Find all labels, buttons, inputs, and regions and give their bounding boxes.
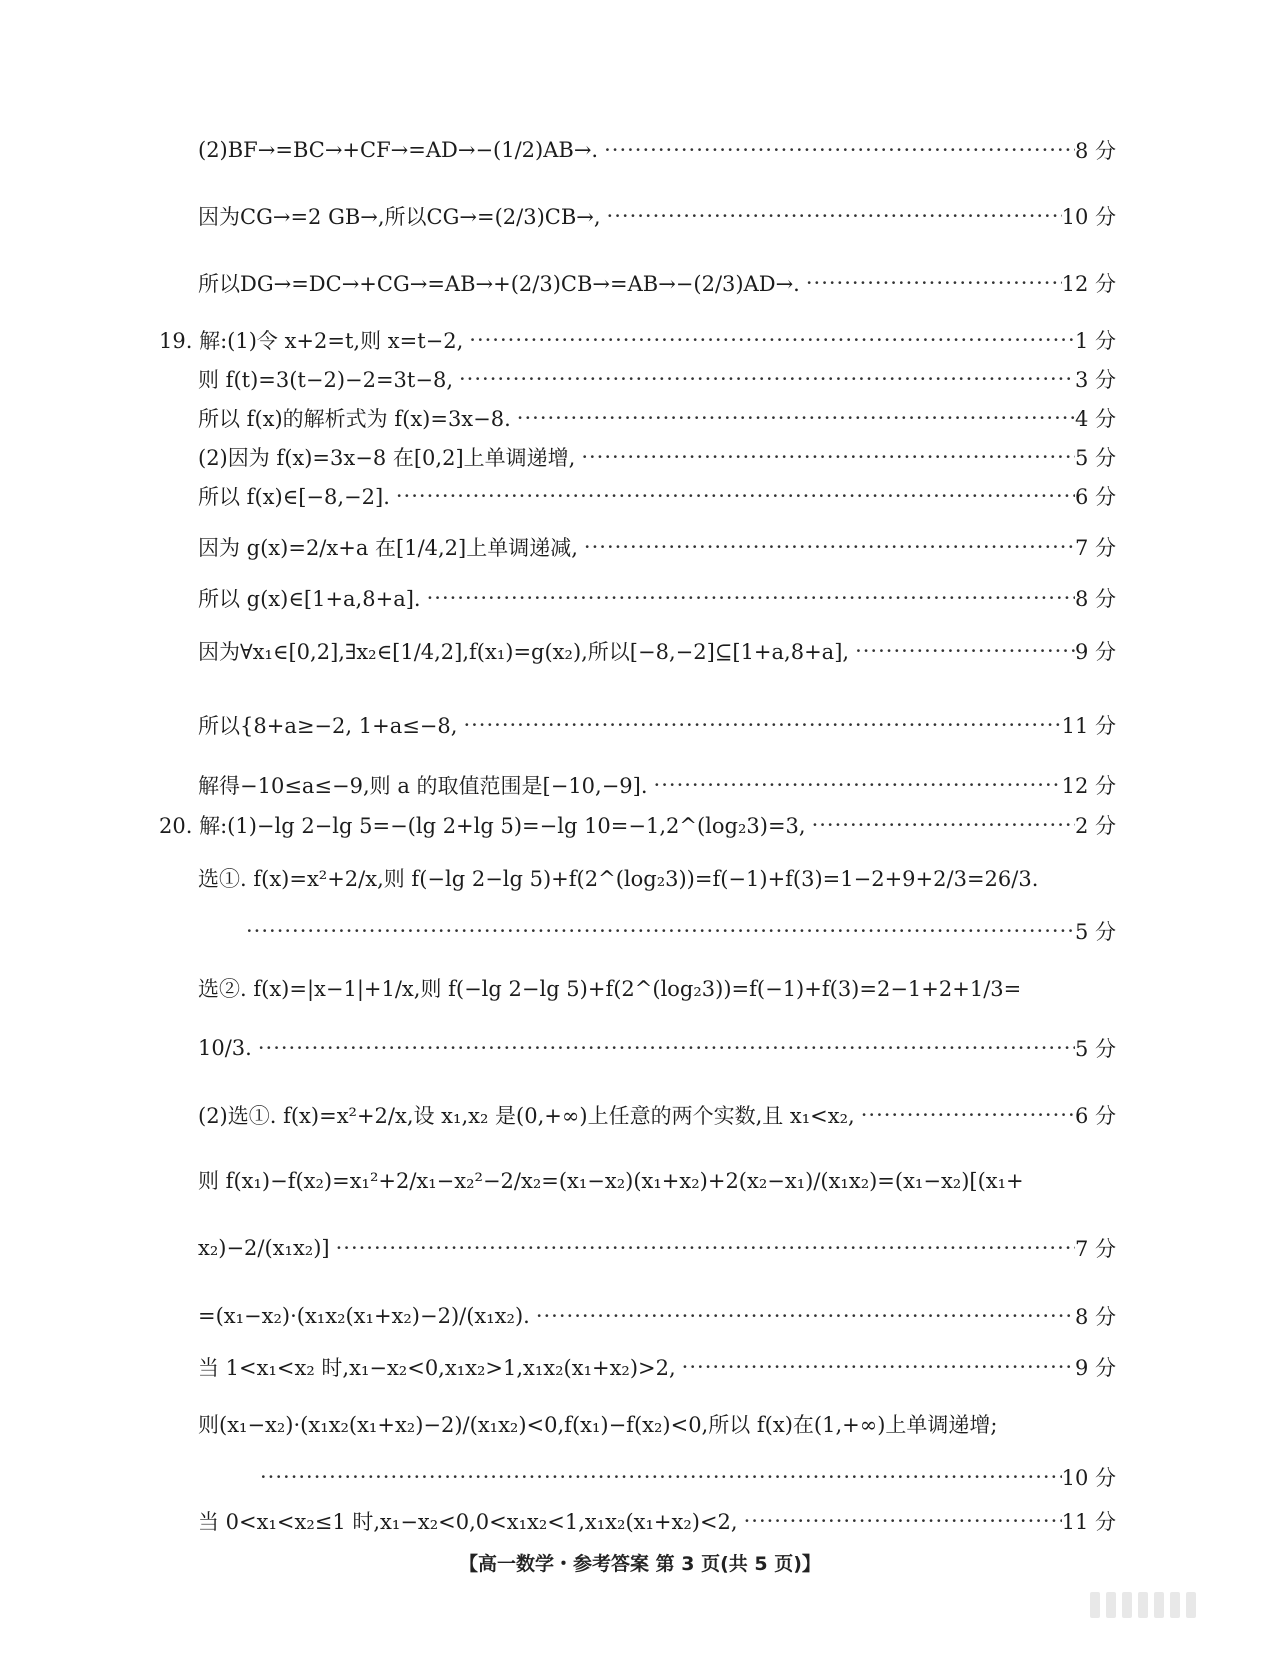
line-score: 11 分 — [1061, 714, 1116, 738]
line-expression: (2)BF→=BC→+CF→=AD→−(1/2)AB→. — [198, 138, 599, 162]
answer-line — [198, 1028, 1116, 1068]
dot-leader — [330, 1236, 1075, 1260]
line-expression: x₂)−2/(x₁x₂)] — [198, 1236, 330, 1260]
line-expression: 所以 f(x)的解析式为 f(x)=3x−8. — [198, 407, 511, 431]
dot-leader — [390, 484, 1075, 508]
dot-leader — [453, 367, 1075, 391]
answer-line — [198, 196, 1116, 236]
answer-line — [198, 1404, 1116, 1444]
line-score: 8 分 — [1074, 587, 1116, 611]
dot-leader — [676, 1355, 1075, 1379]
answer-line — [198, 130, 1116, 170]
line-expression: 因为CG→=2 GB→,所以CG→=(2/3)CB→, — [198, 205, 601, 229]
line-expression: 则(x₁−x₂)·(x₁x₂(x₁+x₂)−2)/(x₁x₂)<0,f(x₁)−f(x₂)<0,所以 f(x)在(1,+∞)上单调递增; — [198, 1413, 998, 1437]
line-expression: 所以{8+a≥−2, 1+a≤−8, — [198, 714, 458, 738]
page-footer: 【高一数学・参考答案 第 3 页(共 5 页)】 — [459, 1553, 821, 1575]
line-score: 6 分 — [1074, 1104, 1116, 1128]
line-expression: 因为∀x₁∈[0,2],∃x₂∈[1/4,2],f(x₁)=g(x₂),所以[−8,−2]⊆[1+a,8+a], — [198, 640, 850, 664]
line-score: 8 分 — [1074, 139, 1116, 163]
line-score: 3 分 — [1074, 368, 1116, 392]
line-score: 5 分 — [1074, 920, 1116, 944]
line-score: 12 分 — [1061, 272, 1116, 296]
line-score: 7 分 — [1074, 536, 1116, 560]
dot-leader — [252, 1036, 1075, 1060]
line-expression: 解得−10≤a≤−9,则 a 的取值范围是[−10,−9]. — [198, 774, 648, 798]
answer-line — [159, 323, 1116, 357]
dot-leader — [463, 328, 1075, 352]
dot-leader — [530, 1304, 1075, 1328]
dot-leader — [240, 919, 1075, 943]
answer-line — [198, 1228, 1116, 1268]
answer-line — [198, 768, 1116, 802]
line-score: 1 分 — [1074, 329, 1116, 353]
line-expression: (2)因为 f(x)=3x−8 在[0,2]上单调递增, — [198, 446, 576, 470]
dot-leader — [849, 639, 1075, 663]
answer-line — [198, 1296, 1116, 1336]
answer-line — [198, 1350, 1116, 1384]
dot-leader — [578, 535, 1075, 559]
line-score: 12 分 — [1061, 774, 1116, 798]
dot-leader — [511, 406, 1075, 430]
dot-leader — [575, 445, 1075, 469]
line-score: 5 分 — [1074, 446, 1116, 470]
answer-line — [198, 401, 1116, 435]
line-expression: 所以 f(x)∈[−8,−2]. — [198, 485, 390, 509]
line-score: 10 分 — [1061, 205, 1116, 229]
dot-leader — [601, 204, 1062, 228]
line-expression: 选①. f(x)=x²+2/x,则 f(−lg 2−lg 5)+f(2^(log₂3))=f(−1)+f(3)=1−2+9+2/3=26/3. — [198, 867, 1039, 891]
line-expression: 所以 g(x)∈[1+a,8+a]. — [198, 587, 421, 611]
line-expression: 所以DG→=DC→+CG→=AB→+(2/3)CB→=AB→−(2/3)AD→. — [198, 272, 800, 296]
line-expression: (2)选①. f(x)=x²+2/x,设 x₁,x₂ 是(0,+∞)上任意的两个实数,且 x₁<x₂, — [198, 1104, 855, 1128]
line-expression: 选②. f(x)=|x−1|+1/x,则 f(−lg 2−lg 5)+f(2^(log₂3))=f(−1)+f(3)=2−1+2+1/3= — [198, 977, 1022, 1001]
line-score: 4 分 — [1074, 407, 1116, 431]
answer-line — [240, 914, 1116, 948]
line-expression: 则 f(x₁)−f(x₂)=x₁²+2/x₁−x₂²−2/x₂=(x₁−x₂)(x₁+x₂)+2(x₂−x₁)/(x₁x₂)=(x₁−x₂)[(x₁+ — [198, 1169, 1024, 1193]
answer-line — [198, 1160, 1116, 1200]
line-score: 7 分 — [1074, 1237, 1116, 1261]
answer-line — [198, 263, 1116, 303]
line-expression: 19. 解:(1)令 x+2=t,则 x=t−2, — [159, 329, 464, 353]
line-score: 6 分 — [1074, 485, 1116, 509]
answer-line — [198, 700, 1116, 750]
line-score: 2 分 — [1074, 814, 1116, 838]
line-expression: 当 1<x₁<x₂ 时,x₁−x₂<0,x₁x₂>1,x₁x₂(x₁+x₂)>2, — [198, 1356, 676, 1380]
line-score: 11 分 — [1061, 1510, 1116, 1534]
answer-line — [198, 1504, 1116, 1538]
dot-leader — [457, 713, 1061, 737]
line-expression: 当 0<x₁<x₂≤1 时,x₁−x₂<0,0<x₁x₂<1,x₁x₂(x₁+x₂)<2, — [198, 1510, 738, 1534]
answer-line — [198, 968, 1116, 1008]
answer-line — [198, 631, 1116, 671]
line-expression: 因为 g(x)=2/x+a 在[1/4,2]上单调递减, — [198, 536, 578, 560]
dot-leader — [598, 138, 1075, 162]
answer-line — [198, 440, 1116, 474]
line-expression: 则 f(t)=3(t−2)−2=3t−8, — [198, 368, 453, 392]
answer-line — [159, 808, 1116, 842]
answer-line — [198, 527, 1116, 567]
line-expression: 20. 解:(1)−lg 2−lg 5=−(lg 2+lg 5)=−lg 10=−1,2^(log₂3)=3, — [159, 814, 806, 838]
answer-line — [198, 858, 1116, 898]
line-score: 8 分 — [1074, 1305, 1116, 1329]
answer-line — [198, 1095, 1116, 1135]
line-expression: =(x₁−x₂)·(x₁x₂(x₁+x₂)−2)/(x₁x₂). — [198, 1304, 530, 1328]
line-score: 9 分 — [1074, 640, 1116, 664]
dot-leader — [254, 1465, 1062, 1489]
line-score: 9 分 — [1074, 1356, 1116, 1380]
answer-line — [198, 581, 1116, 615]
answer-line — [254, 1460, 1116, 1494]
dot-leader — [421, 586, 1075, 610]
dot-leader — [855, 1103, 1075, 1127]
line-score: 5 分 — [1074, 1037, 1116, 1061]
line-expression: 10/3. — [198, 1036, 252, 1060]
watermark-logo — [1090, 1592, 1250, 1618]
dot-leader — [738, 1509, 1062, 1533]
answer-line — [198, 479, 1116, 513]
dot-leader — [800, 271, 1062, 295]
line-score: 10 分 — [1061, 1466, 1116, 1490]
dot-leader — [806, 813, 1075, 837]
answer-line — [198, 362, 1116, 396]
dot-leader — [648, 773, 1062, 797]
